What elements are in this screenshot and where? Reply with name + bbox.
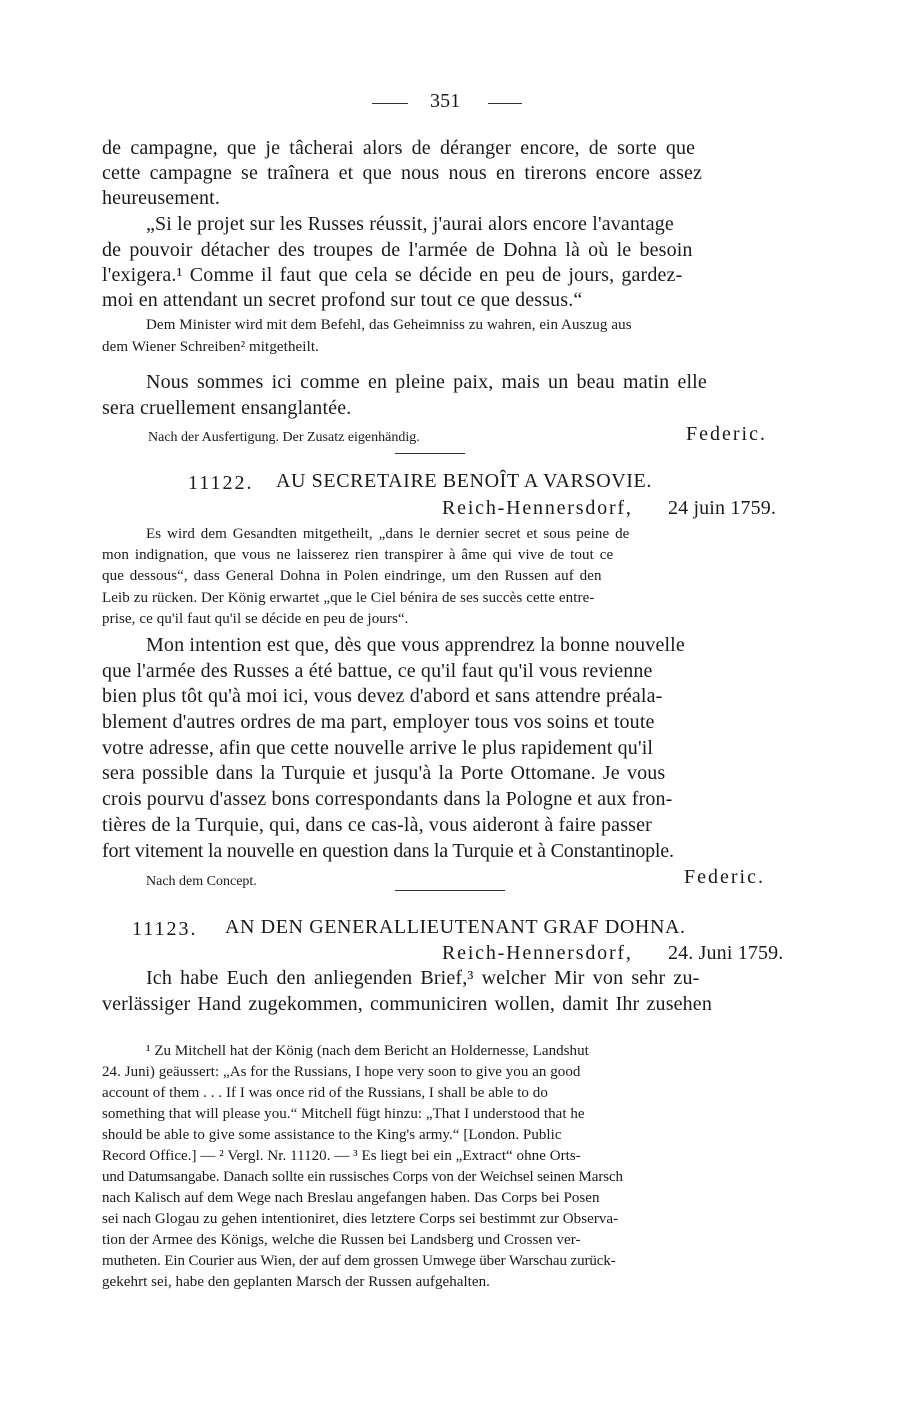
summary-line: prise, ce qu'il faut qu'il se décide en peu de jours“. bbox=[102, 611, 409, 627]
body-line: blement d'autres ordres de ma part, employer tous vos soins et toute bbox=[102, 711, 655, 733]
body-line: verlässiger Hand zugekommen, communiciren wollen, damit Ihr zusehen bbox=[102, 993, 712, 1015]
letter-number: 11122. bbox=[188, 472, 254, 494]
signature: Federic. bbox=[686, 423, 767, 445]
body-line: cette campagne se traînera et que nous nous en tirerons encore assez bbox=[102, 162, 703, 184]
section-divider bbox=[395, 453, 465, 454]
summary-line: que dessous“, dass General Dohna in Polen eindringe, um den Russen auf den bbox=[102, 568, 602, 584]
editorial-note-line: Dem Minister wird mit dem Befehl, das Geheimniss zu wahren, ein Auszug aus bbox=[146, 317, 632, 333]
footnote-line: sei nach Glogau zu gehen intentioniret, dies letztere Corps sei bestimmt zur Observa- bbox=[102, 1211, 619, 1227]
footnote-line: gekehrt sei, habe den geplanten Marsch der Russen aufgehalten. bbox=[102, 1274, 490, 1290]
body-line: sera possible dans la Turquie et jusqu'à la Porte Ottomane. Je vous bbox=[102, 762, 666, 784]
footnote-line: nach Kalisch auf dem Wege nach Breslau angefangen haben. Das Corps bei Posen bbox=[102, 1190, 600, 1206]
footnote-line: Record Office.] — ² Vergl. Nr. 11120. — ³ Es liegt bei ein „Extract“ ohne Orts- bbox=[102, 1148, 581, 1164]
body-line: moi en attendant un secret profond sur tout ce que dessus.“ bbox=[102, 289, 583, 311]
letter-title: AU SECRETAIRE BENOÎT A VARSOVIE. bbox=[276, 470, 652, 492]
body-line: Ich habe Euch den anliegenden Brief,³ welcher Mir von sehr zu- bbox=[146, 967, 700, 989]
footnote-line: account of them . . . If I was once rid of the Russians, I shall be able to do bbox=[102, 1085, 548, 1101]
body-line: fort vitement la nouvelle en question dans la Turquie et à Constantinople. bbox=[102, 840, 674, 862]
footnote-line: tion der Armee des Königs, welche die Russen bei Landsberg und Crossen ver- bbox=[102, 1232, 581, 1248]
postscript-line: Nous sommes ici comme en pleine paix, mais un beau matin elle bbox=[146, 371, 707, 393]
body-line: bien plus tôt qu'à moi ici, vous devez d'abord et sans attendre préala- bbox=[102, 685, 663, 707]
letter-place: Reich-Hennersdorf, bbox=[442, 497, 633, 519]
footnote-line: should be able to give some assistance to the King's army.“ [London. Public bbox=[102, 1127, 562, 1143]
letter-place: Reich-Hennersdorf, bbox=[442, 942, 633, 964]
footnote-line: 24. Juni) geäussert: „As for the Russians, I hope very soon to give you an good bbox=[102, 1064, 581, 1080]
header-rule-right bbox=[488, 103, 522, 104]
body-line: „Si le projet sur les Russes réussit, j'aurai alors encore l'avantage bbox=[146, 213, 674, 235]
body-line: Mon intention est que, dès que vous apprendrez la bonne nouvelle bbox=[146, 634, 685, 656]
footnote-line: und Datumsangabe. Danach sollte ein russisches Corps von der Weichsel seinen Marsch bbox=[102, 1169, 623, 1185]
summary-line: Es wird dem Gesandten mitgetheilt, „dans le dernier secret et sous peine de bbox=[146, 526, 630, 542]
summary-line: Leib zu rücken. Der König erwartet „que le Ciel bénira de ses succès cette entre- bbox=[102, 590, 595, 606]
body-line: de campagne, que je tâcherai alors de déranger encore, de sorte que bbox=[102, 137, 696, 159]
summary-line: mon indignation, que vous ne laisserez rien transpirer à âme qui vive de tout ce bbox=[102, 547, 614, 563]
header-rule-left bbox=[372, 103, 408, 104]
footnote-line: something that will please you.“ Mitchell fügt hinzu: „That I understood that he bbox=[102, 1106, 585, 1122]
footnote-line: mutheten. Ein Courier aus Wien, der auf dem grossen Umwege über Warschau zurück- bbox=[102, 1253, 616, 1269]
body-line: crois pourvu d'assez bons correspondants dans la Pologne et aux fron- bbox=[102, 788, 673, 810]
body-line: heureusement. bbox=[102, 187, 221, 209]
letter-title: AN DEN GENERALLIEUTENANT GRAF DOHNA. bbox=[225, 916, 686, 938]
letter-number: 11123. bbox=[132, 918, 198, 940]
signature: Federic. bbox=[684, 866, 765, 888]
body-line: votre adresse, afin que cette nouvelle arrive le plus rapidement qu'il bbox=[102, 737, 654, 759]
page-number: 351 bbox=[430, 90, 461, 112]
editorial-note-line: dem Wiener Schreiben² mitgetheilt. bbox=[102, 339, 319, 355]
source-note: Nach dem Concept. bbox=[146, 874, 257, 889]
letter-date: 24. Juni 1759. bbox=[668, 942, 784, 964]
body-line: tières de la Turquie, qui, dans ce cas-là, vous aideront à faire passer bbox=[102, 814, 652, 836]
body-line: de pouvoir détacher des troupes de l'armée de Dohna là où le besoin bbox=[102, 239, 693, 261]
letter-date: 24 juin 1759. bbox=[668, 497, 777, 519]
body-line: l'exigera.¹ Comme il faut que cela se décide en peu de jours, gardez- bbox=[102, 264, 683, 286]
section-divider bbox=[395, 890, 505, 891]
postscript-line: sera cruellement ensanglantée. bbox=[102, 397, 352, 419]
source-note: Nach der Ausfertigung. Der Zusatz eigenhändig. bbox=[148, 430, 420, 445]
footnote-line: ¹ Zu Mitchell hat der König (nach dem Bericht an Holdernesse, Landshut bbox=[146, 1043, 589, 1059]
body-line: que l'armée des Russes a été battue, ce qu'il faut qu'il vous revienne bbox=[102, 660, 653, 682]
